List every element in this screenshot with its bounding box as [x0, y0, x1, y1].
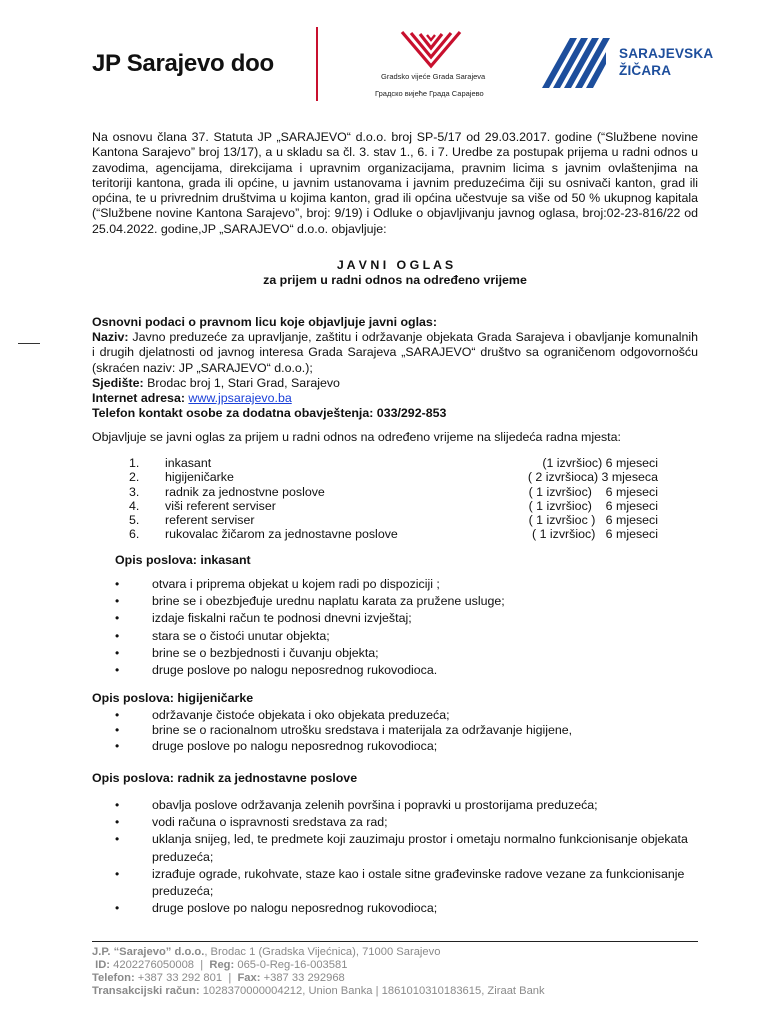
- position-name: higijeničarke: [165, 470, 234, 485]
- intro-paragraph: Na osnovu člana 37. Statuta JP „SARAJEVO“ d.o.o. broj SP-5/17 od 29.03.2017. godine (“Službene novine Kantona Sarajevo” broj 13/17), a u skladu sa čl. 3. stav 1., 6. i 7. Uredbe za postupak prijema u radni odnos u zavodima, agencijama, direkcijama i upravnim organizacijama, pravnim licima s javnim ovlaštenjima na teritoriji kantona, grada ili općine, u javnim ustanovama i javnim preduzećima čiji su osnivači kanton, grad ili općina, te u privrednim društvima u kojima kanton, grad ili općina učestvuje sa više od 50 % ukupnog kapitala (“Službene novine Kantona Sarajevo”, broj: 9/19) i Odluke o objavljivanju javnog oglasa, broj:02-23-816/22 od 25.04.2022. godine,JP „SARAJEVO“ d.o.o. objavljuje:: [92, 130, 698, 236]
- footer-account-label: Transakcijski račun:: [92, 985, 200, 998]
- footer-divider: [92, 941, 698, 942]
- position-row: [92, 513, 658, 527]
- company-name-block: [92, 330, 698, 376]
- position-duration: ( 2 izvršioca) 3 mjeseca: [527, 470, 658, 485]
- position-row: [92, 456, 658, 470]
- position-duration: (1 izvršioc) 6 mjeseci: [542, 456, 658, 470]
- position-number: 1.: [129, 456, 140, 470]
- seat-line: [92, 376, 698, 391]
- list-item: • brine se i obezbjeđuje urednu naplatu karata za pružene usluge;: [115, 593, 700, 610]
- list-item: • otvara i priprema objekat u kojem radi po dispoziciji ;: [115, 576, 700, 593]
- council-name-cyrillic: Градско вијеће Града Сарајево: [375, 89, 484, 98]
- header-divider: [316, 27, 318, 101]
- position-duration: ( 1 izvršioc ) 6 mjeseci: [528, 513, 658, 528]
- positions-intro: Objavljuje se javni oglas za prijem u radni odnos na određeno vrijeme na slijedeća radna mjesta:: [92, 430, 621, 444]
- position-row: [92, 527, 658, 541]
- footer-fax-value: +387 33 292968: [263, 972, 345, 985]
- list-item: • izdaje fiskalni račun te podnosi dnevni izvještaj;: [115, 610, 700, 627]
- position-name: referent serviser: [165, 513, 255, 528]
- list-item: • održavanje čistoće objekata i oko objekata preduzeća;: [115, 708, 700, 723]
- footer-id-line: ID: 4202276050008 | Reg: 065-0-Reg-16-003581: [95, 959, 348, 972]
- website-line: [92, 391, 698, 406]
- position-duration: ( 1 izvršioc) 6 mjeseci: [528, 498, 658, 513]
- footer-account-line: [92, 985, 698, 998]
- position-number: 3.: [129, 484, 140, 499]
- margin-mark: [18, 343, 40, 344]
- name-label: Naziv:: [92, 330, 129, 344]
- cable-car-logo-icon: [540, 32, 610, 96]
- list-item: • obavlja poslove održavanja zelenih površina i popravki u prostorijama preduzeća;: [115, 797, 700, 814]
- list-item: • vodi računa o ispravnosti sredstava za rad;: [115, 814, 700, 831]
- list-item: • stara se o čistoći unutar objekta;: [115, 628, 700, 645]
- position-name: rukovalac žičarom za jednostavne poslove: [165, 527, 398, 542]
- website-link[interactable]: www.jpsarajevo.ba: [188, 391, 292, 405]
- contact-phone-line: Telefon kontakt osobe za dodatna obavještenja: 033/292-853: [92, 406, 447, 420]
- notice-subtitle: za prijem u radni odnos na određeno vrijeme: [263, 273, 527, 287]
- position-number: 6.: [129, 527, 140, 542]
- position-row: [92, 485, 658, 499]
- seat-label: Sjedište:: [92, 376, 144, 390]
- position-number: 4.: [129, 498, 140, 513]
- footer-address-line: [92, 946, 698, 959]
- list-item: • druge poslove po nalogu neposrednog rukovodioca.: [115, 662, 700, 679]
- position-row: [92, 499, 658, 513]
- footer-address: , Brodac 1 (Gradska Vijećnica), 71000 Sarajevo: [204, 946, 441, 958]
- footer-phone-line: Telefon: +387 33 292 801 | Fax: +387 33 292968: [92, 972, 345, 985]
- position-row: [92, 470, 658, 484]
- footer-account-value: 1028370000004212, Union Banka | 1861010310183615, Ziraat Bank: [202, 985, 545, 998]
- cable-car-name-line1: SARAJEVSKA: [619, 46, 714, 61]
- seat-value: Brodac broj 1, Stari Grad, Sarajevo: [147, 376, 340, 390]
- council-name-latin: Gradsko vijeće Grada Sarajeva: [381, 72, 486, 81]
- section-heading-cleaners: Opis poslova: higijeničarke: [92, 691, 254, 705]
- footer-id-label: ID:: [95, 959, 111, 972]
- footer-tel-value: +387 33 292 801: [137, 972, 223, 985]
- position-number: 2.: [129, 470, 140, 485]
- cable-car-name-line2: ŽIČARA: [619, 63, 672, 78]
- footer-tel-label: Telefon:: [92, 972, 135, 985]
- footer-reg-label: Reg:: [209, 959, 235, 972]
- list-item: • izrađuje ograde, rukohvate, staze kao i ostale sitne građevinske radove vezane za funkcionisanje preduzeća;: [115, 866, 700, 900]
- list-item: • druge poslove po nalogu neposrednog rukovodioca;: [115, 739, 700, 754]
- notice-title: J A V N I O G L A S: [336, 258, 454, 272]
- footer-fax-label: Fax:: [237, 972, 261, 985]
- section-heading-inkasant: Opis poslova: inkasant: [115, 553, 251, 567]
- name-value: Javno preduzeće za upravljanje, zaštitu i održavanje objekata Grada Sarajeva i obavljanje komunalnih i drugih djelatnosti od javnog interesa Grada Sarajeva „SARAJEVO“ društvo sa ograničenom odgovornošću (skraćen naziv: JP „SARAJEVO“ d.o.o.);: [92, 330, 698, 375]
- positions-list: [92, 456, 658, 542]
- section-heading-general-worker: Opis poslova: radnik za jednostavne poslove: [92, 771, 358, 785]
- duties-list-inkasant: [115, 576, 700, 679]
- position-number: 5.: [129, 513, 140, 528]
- list-item: • druge poslove po nalogu neposrednog rukovodioca;: [115, 900, 700, 917]
- footer-reg-value: 065-0-Reg-16-003581: [237, 959, 348, 972]
- position-duration: ( 1 izvršioc) 6 mjeseci: [532, 527, 658, 542]
- list-item: • brine se o bezbjednosti i čuvanju objekta;: [115, 645, 700, 662]
- position-name: viši referent serviser: [165, 498, 276, 513]
- position-name: inkasant: [165, 456, 212, 470]
- duties-list-cleaners: [115, 708, 700, 754]
- basic-info-heading: Osnovni podaci o pravnom licu koje objavljuje javni oglas:: [92, 315, 437, 329]
- list-item: • brine se o racionalnom utrošku sredstava i materijala za održavanje higijene,: [115, 723, 700, 738]
- list-item: • uklanja snijeg, led, te predmete koji zauzimaju prostor i ometaju normalno funkcionisanje objekata preduzeća;: [115, 831, 700, 865]
- position-name: radnik za jednostvne poslove: [165, 484, 325, 499]
- city-council-logo-icon: [396, 28, 466, 70]
- footer-company: J.P. “Sarajevo” d.o.o.: [92, 946, 205, 958]
- footer-id-value: 4202276050008: [113, 959, 195, 972]
- duties-list-general-worker: [115, 797, 700, 917]
- position-duration: ( 1 izvršioc) 6 mjeseci: [528, 484, 658, 499]
- company-brand-title: JP Sarajevo doo: [92, 50, 274, 77]
- website-label: Internet adresa:: [92, 391, 185, 405]
- footer: [92, 946, 698, 998]
